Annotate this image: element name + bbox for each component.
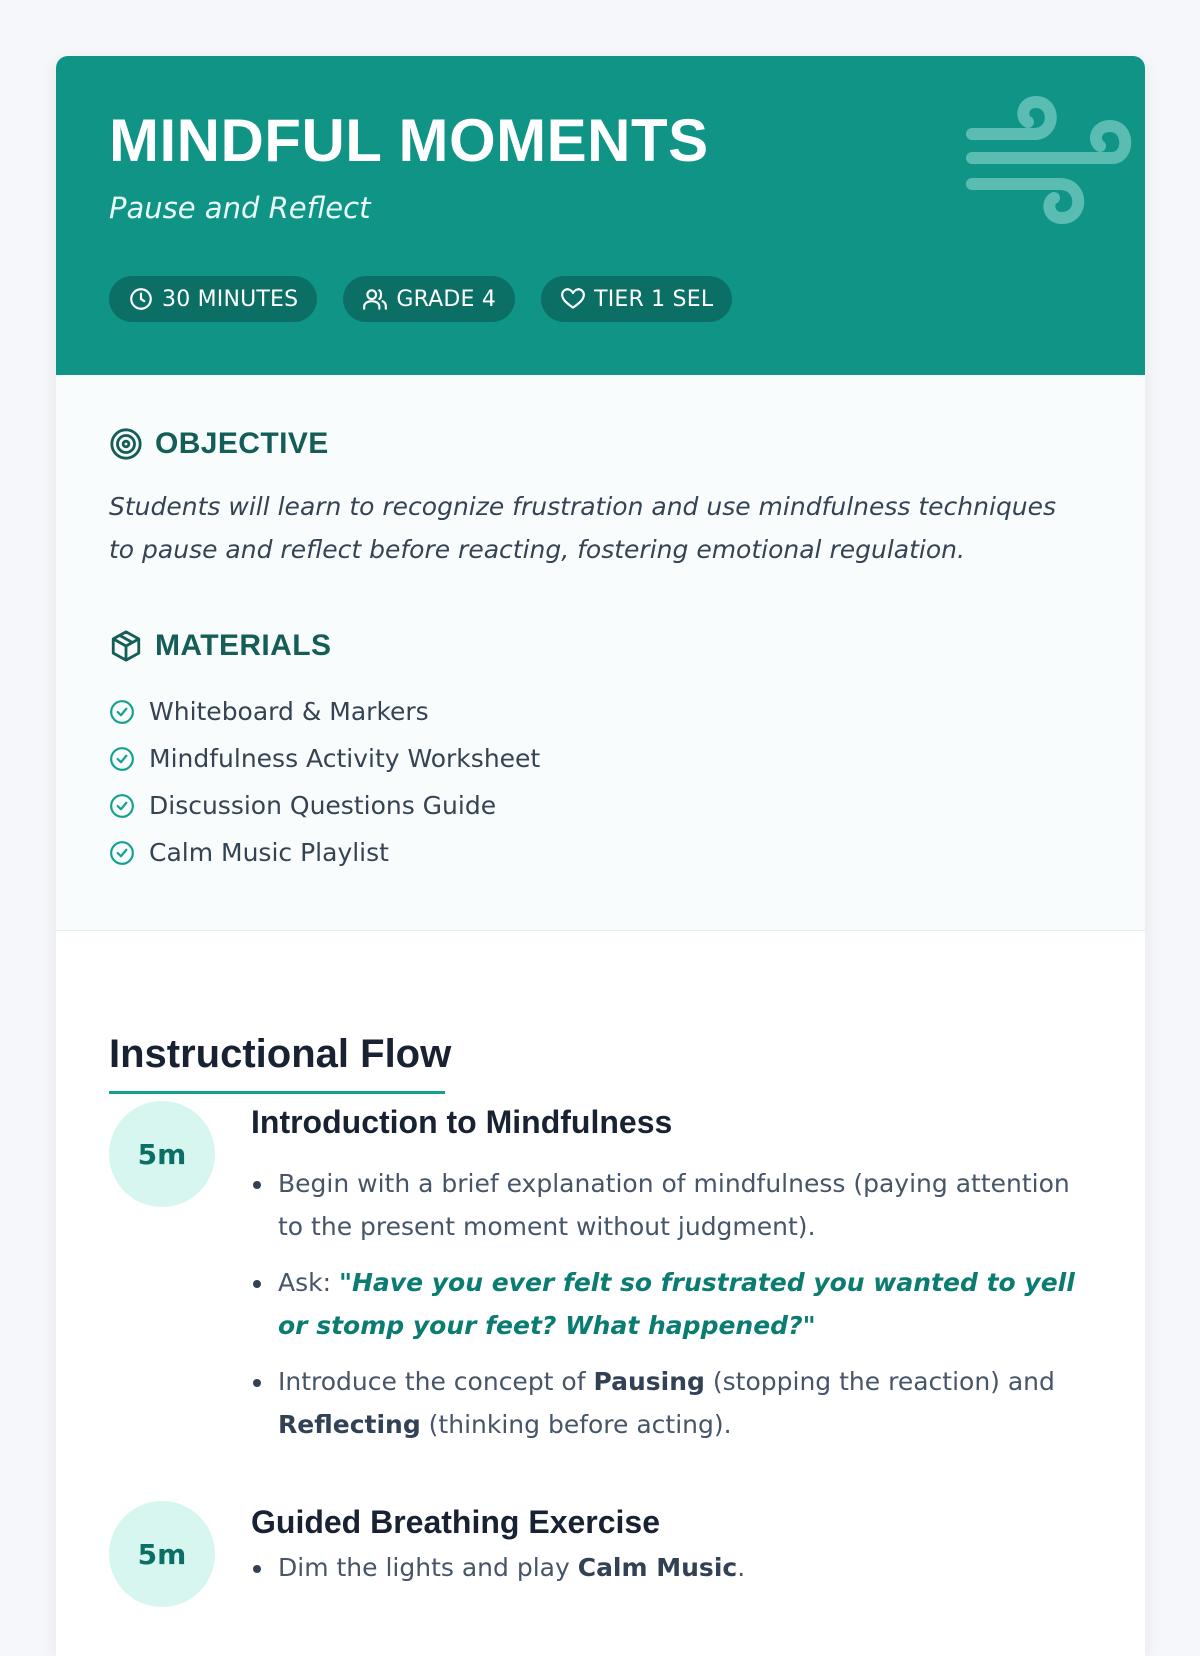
objective-heading-label: OBJECTIVE <box>155 427 329 460</box>
step-bullet <box>251 1162 1081 1248</box>
check-circle-icon <box>109 840 135 866</box>
step-duration-badge: 5m <box>109 1501 215 1607</box>
material-label: Mindfulness Activity Worksheet <box>149 744 541 773</box>
step-bullets <box>251 1162 1081 1459</box>
heading-underline <box>109 1091 445 1094</box>
package-icon <box>109 629 143 663</box>
bullet-text: Begin with a brief explanation of mindfulness (paying attention to the present moment without judgment). <box>278 1169 1070 1241</box>
clock-icon <box>128 286 154 312</box>
bullet-text: Dim the lights and play <box>278 1553 578 1582</box>
material-item <box>109 829 540 876</box>
bullet-text: Ask: <box>278 1268 339 1297</box>
bullet-emphasis: Reflecting <box>278 1410 421 1439</box>
duration-badge <box>109 276 317 322</box>
lesson-subtitle: Pause and Reflect <box>109 191 371 225</box>
bullet-emphasis: Calm Music <box>577 1553 738 1582</box>
check-circle-icon <box>109 699 135 725</box>
step-bullet <box>251 1360 1081 1446</box>
objective-text: Students will learn to recognize frustration and use mindfulness techniques to pause and reflect before reacting, fostering emotional regulation. <box>109 492 1057 564</box>
bullet-text: (thinking before acting). <box>420 1410 732 1439</box>
bullet-emphasis: Pausing <box>593 1367 705 1396</box>
tier-label: TIER 1 SEL <box>594 286 714 312</box>
material-item <box>109 782 540 829</box>
materials-heading-label: MATERIALS <box>155 629 332 662</box>
tier-badge <box>541 276 732 322</box>
check-circle-icon <box>109 746 135 772</box>
target-icon <box>109 427 143 461</box>
lesson-header <box>56 56 1145 375</box>
heart-icon <box>560 286 586 312</box>
bullet-text: Introduce the concept of <box>278 1367 594 1396</box>
duration-label: 30 MINUTES <box>162 286 299 312</box>
grade-label: GRADE 4 <box>396 286 497 312</box>
lesson-badges <box>109 276 732 322</box>
material-label: Discussion Questions Guide <box>149 791 497 820</box>
material-item <box>109 688 540 735</box>
step-title: Introduction to Mindfulness <box>251 1104 673 1140</box>
users-icon <box>362 286 388 312</box>
bullet-text: (stopping the reaction) and <box>704 1367 1055 1396</box>
lesson-summary <box>56 375 1145 931</box>
lesson-card <box>56 56 1145 1656</box>
material-label: Calm Music Playlist <box>149 838 389 867</box>
step-duration-badge: 5m <box>109 1101 215 1207</box>
material-label: Whiteboard & Markers <box>149 697 429 726</box>
lesson-title: MINDFUL MOMENTS <box>109 107 709 174</box>
bullet-text: . <box>737 1553 746 1582</box>
materials-heading <box>109 629 331 663</box>
instructional-flow-heading: Instructional Flow <box>109 1032 452 1076</box>
step-bullets <box>251 1546 1081 1602</box>
objective-heading <box>109 427 329 461</box>
step-bullet <box>251 1261 1081 1347</box>
grade-badge <box>343 276 515 322</box>
check-circle-icon <box>109 793 135 819</box>
material-item <box>109 735 540 782</box>
bullet-quote: "Have you ever felt so frustrated you wanted to yell or stomp your feet? What happened?" <box>278 1268 1075 1340</box>
step-bullet <box>251 1546 1081 1589</box>
step-title: Guided Breathing Exercise <box>251 1504 661 1540</box>
materials-list <box>109 688 540 876</box>
wind-icon <box>964 96 1134 226</box>
